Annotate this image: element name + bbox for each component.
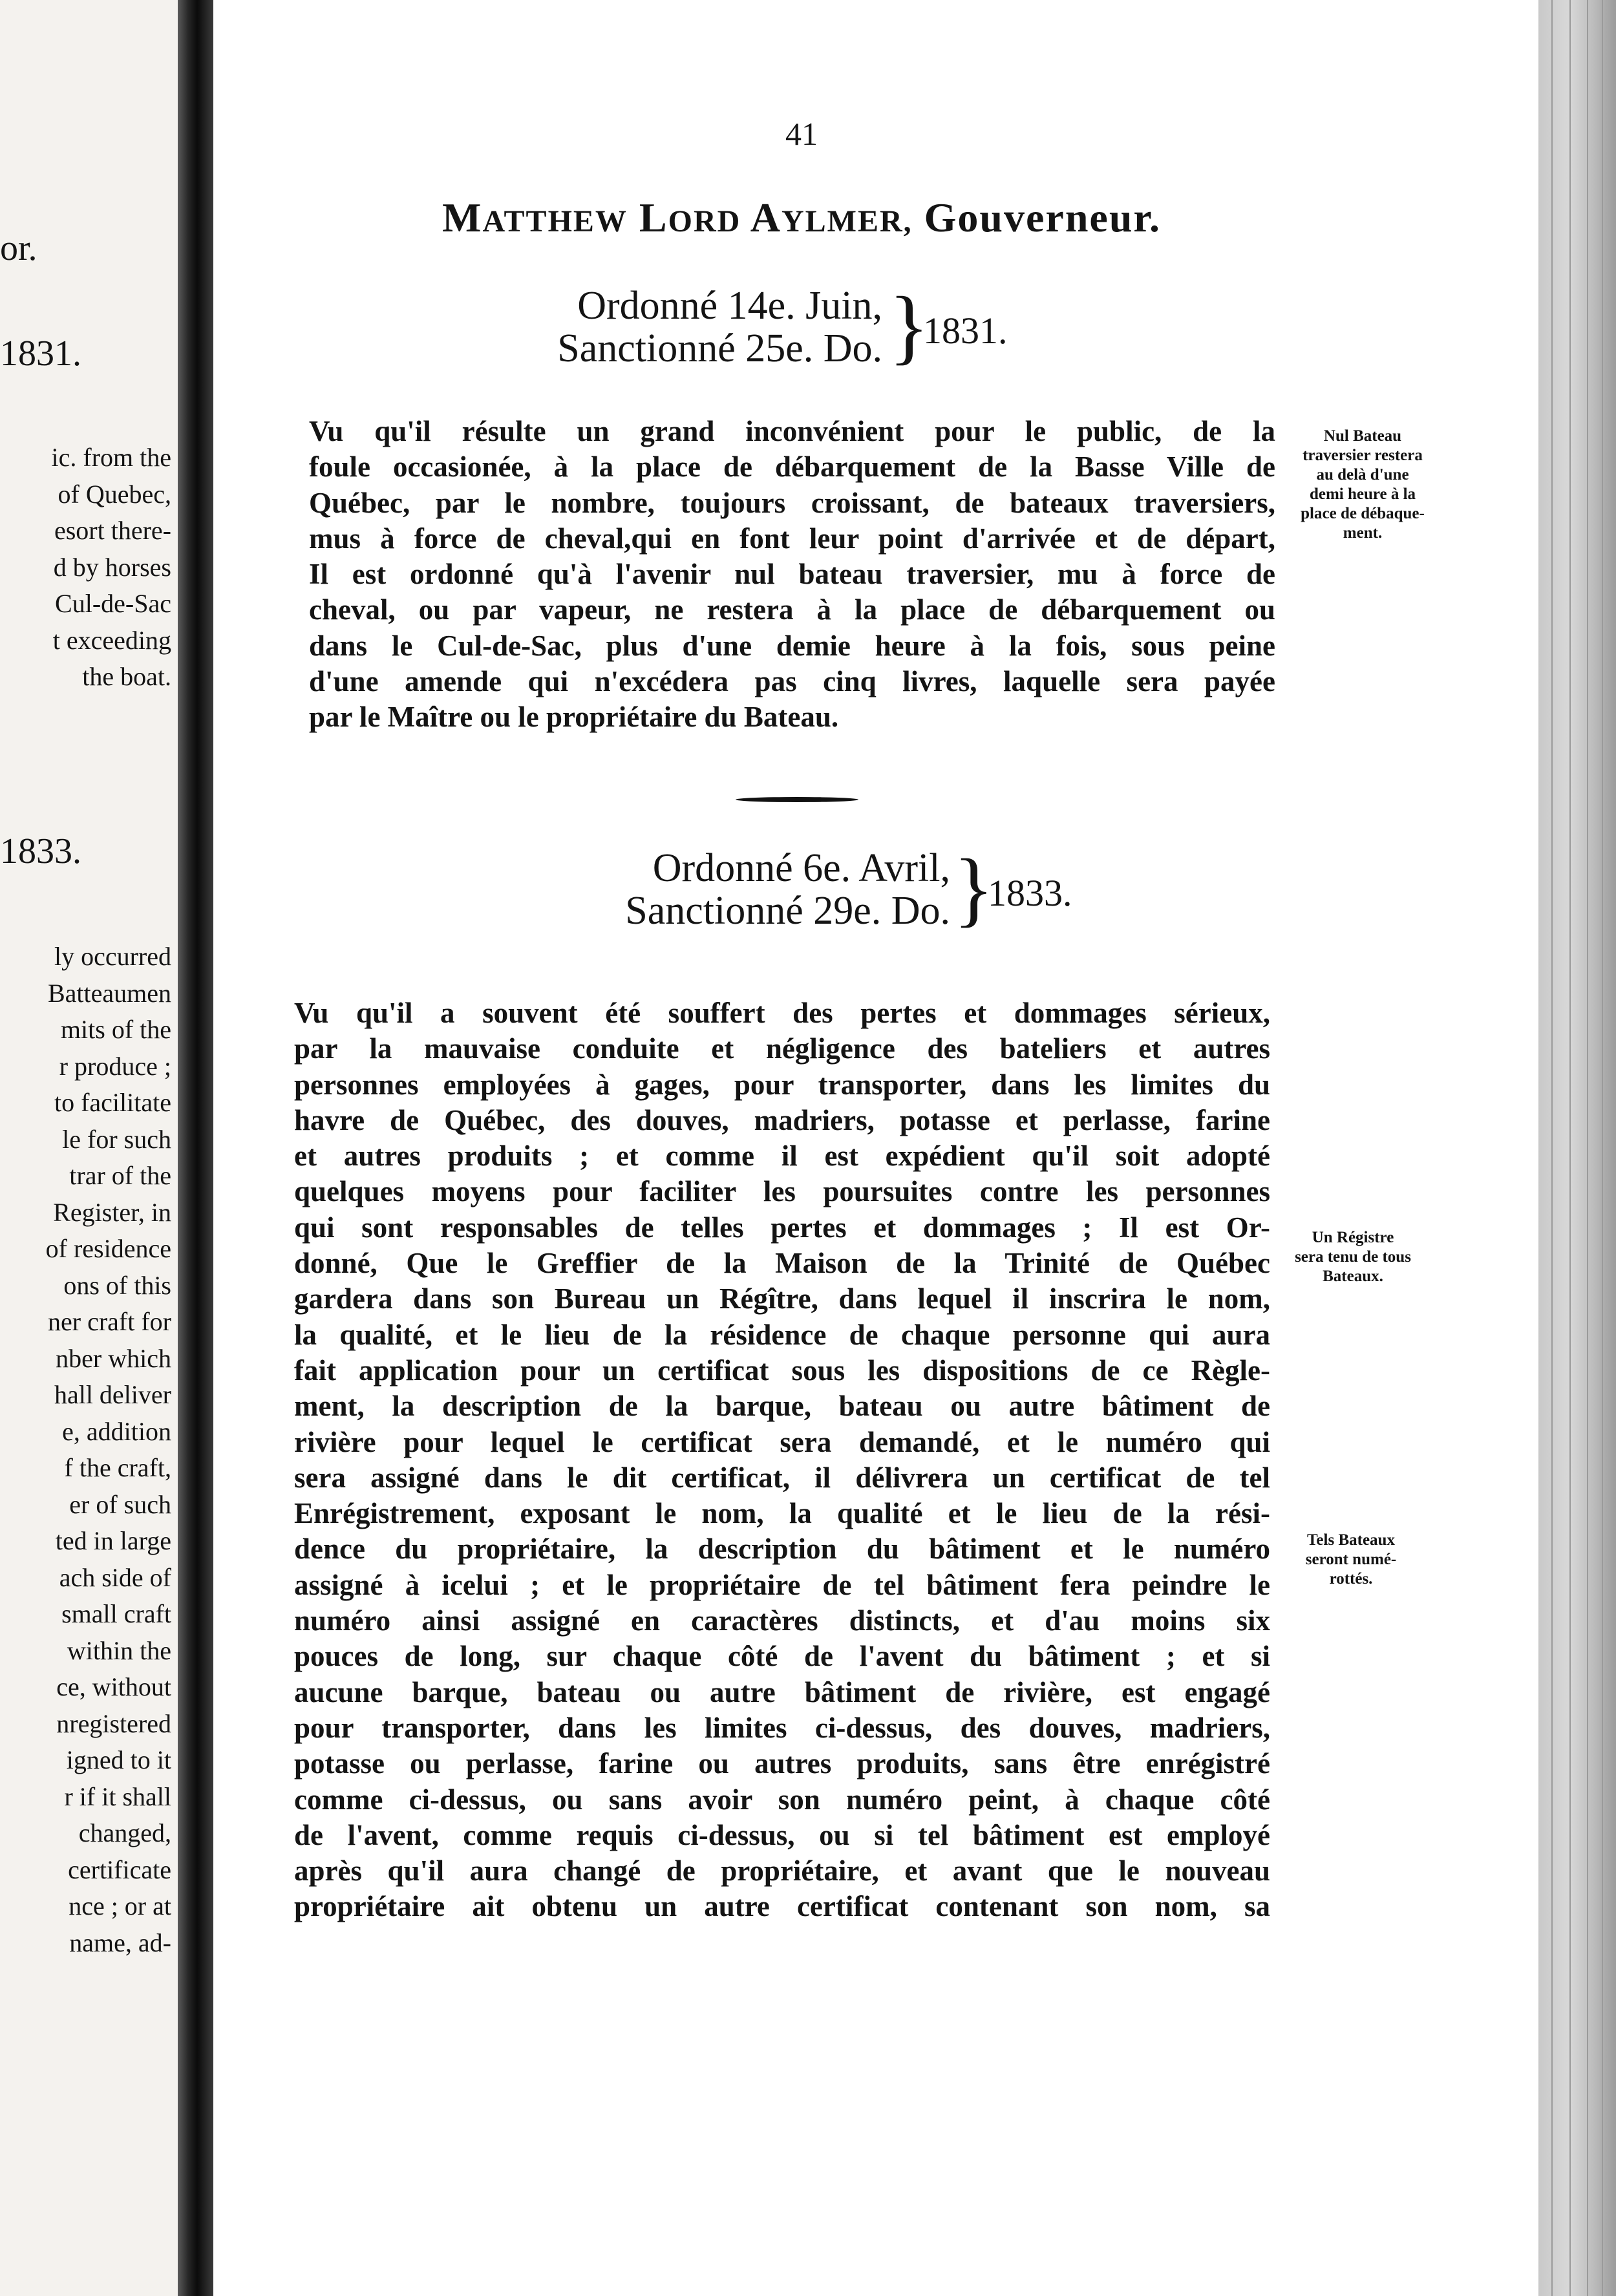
text-line: Enrégistrement, exposant le nom, la qualité et le lieu de la rési- [294,1497,1270,1530]
left-line: the boat. [82,662,171,691]
left-line: mits of the [60,1015,171,1044]
left-line: r if it shall [64,1781,171,1811]
text-line: dence du propriétaire, la description du bâtiment et le numéro [294,1533,1270,1566]
ordinance-1831-heading [517,280,1047,381]
left-line: d by horses [53,552,171,582]
book-gutter-shadow [178,0,213,2296]
left-line: within the [67,1635,171,1665]
ordinance-1831-year: 1831. [923,310,1008,352]
left-line: ic. from the [51,443,171,472]
left-line: trar of the [69,1161,171,1190]
margin-note-numerotes: Tels Bateaux seront numé- rottés. [1305,1531,1397,1588]
text-line: par le Maître ou le propriétaire du Bateau. [309,701,839,734]
left-line: hall deliver [54,1380,171,1409]
left-line: of residence [45,1234,171,1263]
ordinance-1833-ordered-date: Ordonné 6e. Avril, [652,846,950,890]
text-line: d'une amende qui n'excédera pas cinq livres, laquelle sera payée [309,665,1275,698]
left-line: ce, without [56,1672,171,1701]
text-line: Il est ordonné qu'à l'avenir nul bateau traversier, mu à force de [309,558,1275,591]
text-line: mus à force de cheval,qui en font leur point d'arrivée et de départ, [309,522,1275,555]
text-line: sera assigné dans le dit certificat, il délivrera un certificat de tel [294,1461,1270,1494]
text-line: potasse ou perlasse, farine ou autres produits, sans être enrégistré [294,1747,1270,1780]
ordinance-1831-sanctioned-date: Sanctionné 25e. Do. [557,326,882,370]
left-line: Batteaumen [47,978,171,1008]
left-line: ner craft for [48,1307,171,1336]
left-text-1833 [0,939,171,1961]
ordinance-1833-year: 1833. [988,872,1072,914]
text-line: havre de Québec, des douves, madriers, potasse et perlasse, farine [294,1103,1270,1136]
left-heading-1833: 1833. [0,831,81,871]
text-line: propriétaire ait obtenu un autre certificat contenant son nom, sa [294,1890,1270,1923]
text-line: Vu qu'il résulte un grand inconvénient pour le public, de la [309,415,1275,447]
ordinance-1831-ordered-date: Ordonné 14e. Juin, [577,284,882,328]
left-line: nce ; or at [69,1891,171,1920]
text-line: fait application pour un certificat sous les dispositions de ce Règle- [294,1354,1270,1387]
text-line: gardera dans son Bureau un Régître, dans lequel il inscrira le nom, [294,1282,1270,1315]
ordinance-1833-heading [562,842,1092,944]
text-line: pour transporter, dans les limites ci-dessus, des douves, madriers, [294,1711,1270,1744]
margin-note-registre: Un Régistre sera tenu de tous Bateaux. [1295,1229,1411,1285]
left-line: Register, in [53,1197,171,1227]
text-line: rivière pour lequel le certificat sera demandé, et le numéro qui [294,1425,1270,1458]
left-line: t exceeding [52,625,171,655]
left-line: ted in large [55,1526,171,1555]
left-line: r produce ; [59,1051,171,1081]
left-line: ons of this [63,1270,171,1300]
left-line: ach side of [59,1562,171,1592]
text-line: foule occasionée, à la place de débarquement de la Basse Ville de [309,451,1275,484]
page-number: 41 [785,116,818,152]
page-edge-stack [1538,0,1616,2296]
left-line: le for such [62,1124,171,1154]
text-line: qui sont responsables de telles pertes et dommages ; Il est Or- [294,1211,1270,1244]
text-line: après qu'il aura changé de propriétaire, et avant que le nouveau [294,1855,1270,1887]
ordinance-1833-sanctioned-date: Sanctionné 29e. Do. [625,889,950,933]
text-line: ment, la description de la barque, bateau ou autre bâtiment de [294,1390,1270,1423]
text-line: pouces de long, sur chaque côté de l'avent du bâtiment ; et si [294,1640,1270,1673]
left-line: er of such [69,1489,171,1519]
left-line: igned to it [66,1745,171,1774]
left-line: to facilitate [54,1088,171,1117]
text-line: Québec, par le nombre, toujours croissant, de bateaux traversiers, [309,486,1275,519]
margin-note-nul-bateau: Nul Bateau traversier restera au delà d'une demi heure à la place de débaque- ment. [1301,427,1425,542]
text-line: la qualité, et le lieu de la résidence de chaque personne qui aura [294,1318,1270,1351]
text-line: dans le Cul-de-Sac, plus d'une demie heure à la fois, sous peine [309,629,1275,662]
text-line: cheval, ou par vapeur, ne restera à la place de débarquement ou [309,593,1275,626]
text-line: par la mauvaise conduite et négligence des bateliers et autres [294,1032,1270,1065]
text-line: Vu qu'il a souvent été souffert des pertes et dommages sérieux, [294,997,1270,1029]
left-line: f the craft, [64,1453,171,1482]
brace-icon: } [889,280,930,373]
left-line: Cul-de-Sac [55,589,171,618]
left-line: name, ad- [69,1928,171,1957]
left-text-1831 [0,440,171,696]
left-line: certificate [68,1855,171,1884]
section-divider [736,797,858,802]
text-line: donné, Que le Greffier de la Maison de la Trinité de Québec [294,1247,1270,1280]
left-facing-page [0,0,178,2296]
text-line: quelques moyens pour faciliter les poursuites contre les personnes [294,1175,1270,1208]
text-line: de l'avent, comme requis ci-dessus, ou si tel bâtiment est employé [294,1818,1270,1851]
running-head: MATTHEW LORD AYLMER, Gouverneur. [442,195,1161,240]
ordinance-1831-text [309,414,1275,736]
text-line: et autres produits ; et comme il est expédient qu'il soit adopté [294,1140,1270,1173]
text-line: assigné à icelui ; et le propriétaire de tel bâtiment fera peindre le [294,1568,1270,1601]
left-line: nregistered [56,1708,171,1738]
text-line: aucune barque, bateau ou autre bâtiment de rivière, est engagé [294,1675,1270,1708]
ordinance-1833-text [294,995,1270,1925]
left-line: ly occurred [54,942,171,971]
left-heading-or: or. [0,228,37,268]
left-line: of Quebec, [58,479,171,509]
text-line: personnes employées à gages, pour transporter, dans les limites du [294,1068,1270,1101]
text-line: numéro ainsi assigné en caractères distincts, et d'au moins six [294,1604,1270,1637]
brace-icon: } [953,842,994,935]
text-line: comme ci-dessus, ou sans avoir son numéro peint, à chaque côté [294,1783,1270,1816]
left-line: nber which [56,1343,171,1373]
left-heading-1831: 1831. [0,334,81,374]
left-line: esort there- [54,516,171,545]
left-line: changed, [78,1818,171,1847]
left-line: small craft [61,1599,171,1628]
left-line: e, addition [62,1416,171,1446]
